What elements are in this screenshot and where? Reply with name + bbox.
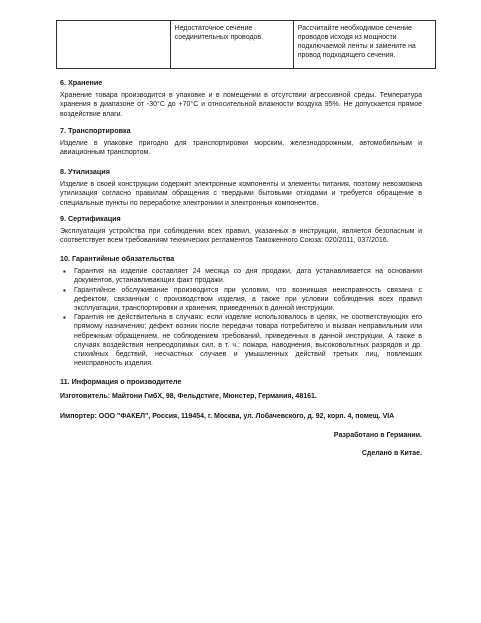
transport-text: Изделие в упаковке пригодно для транспортировки морским, железнодорожным, автомобильным и авиационным транспортом. [60, 140, 422, 157]
table-cell-malfunction [57, 21, 171, 69]
list-item: ▪ Гарантийное обслуживание производится при условии, что возникшая неисправность связана с дефектом, связанным с производством изделия, а также при условии соблюдения всех правил эксплуатации, транспортировки и хранения, приведенных в данной инструкции. [74, 286, 422, 314]
manufacturer-heading: 11. Информация о производителе [60, 377, 182, 386]
certification-text: Эксплуатация устройства при соблюдении всех правил, указанных в инструкции, является безопасным и соответствует всем требованиям технических регламентов Таможенного Союза: 020/2011, 037/2016. [60, 228, 422, 245]
storage-text: Хранение товара производится в упаковке и в помещении в отсутствии агрессивной среды. Температура хранения в диапазоне от -30°С до +70°С и относительной влажности воздуха 95%. Не допускается прямое воздействие влаги. [60, 92, 422, 118]
storage-section [60, 78, 422, 119]
manufacturer-section [60, 377, 422, 458]
table-row [57, 21, 436, 69]
certification-section [60, 214, 422, 246]
table-cell-cause: Недостаточное сечение соединительных проводов. [170, 21, 293, 69]
importer-text: Импортер: ООО "ФАКЕЛ", Россия, 119454, г. Москва, ул. Лобачевского, д. 92, корп. 4, помещ. VIA [60, 413, 395, 421]
certification-heading: 9. Сертификация [60, 214, 121, 223]
troubleshooting-table [56, 20, 436, 69]
transport-heading: 7. Транспортировка [60, 126, 131, 135]
storage-heading: 6. Хранение [60, 78, 103, 87]
disposal-section [60, 167, 422, 208]
disposal-heading: 8. Утилизация [60, 167, 110, 176]
guarantee-list [60, 267, 422, 368]
list-item: ▪ Гарантия на изделие составляет 24 месяца со дня продажи, дата устанавливается на основании документов, устанавливающих факт продажи. [74, 267, 422, 285]
guarantee-section [60, 254, 422, 368]
developed-in-text: Разработано в Германии. [333, 431, 422, 439]
disposal-text: Изделие в своей конструкции содержит электронные компоненты и элементы питания, поэтому невозможна утилизация согласно правилам обращения с твердыми бытовыми отходами и требуется обращение в специальные пункты по переработке электроники и электронных компонентов. [60, 181, 422, 207]
transport-section [60, 126, 422, 158]
table-cell-remedy: Рассчитайте необходимое сечение проводов исходя из мощности подключаемой ленты и замените на провод подходящего сечения. [293, 21, 435, 69]
made-in-text: Сделано в Китае. [361, 449, 422, 457]
manufacturer-text: Изготовитель: Майтони ГмбХ, 98, Фельдстиге, Мюнстер, Германия, 48161. [60, 393, 317, 401]
list-item: ▪ Гарантия не действительна в случаях: если изделие использовалось в целях, не соответствующих его прямому назначению; дефект возник после передачи товара потребителю и вызван неправильным или небрежным обращением, не соблюдением требований, приведенных в данной инструкции. А также в случаях воздействия непреодолимых сил, в т. ч.: пожара, наводнения, высоковольтных разрядов и др. стихийных бедствий, несчастных случаев и умышленных действий третьих лиц, повлекших неисправность изделия. [74, 313, 422, 368]
guarantee-heading: 10. Гарантийные обязательства [60, 254, 175, 263]
